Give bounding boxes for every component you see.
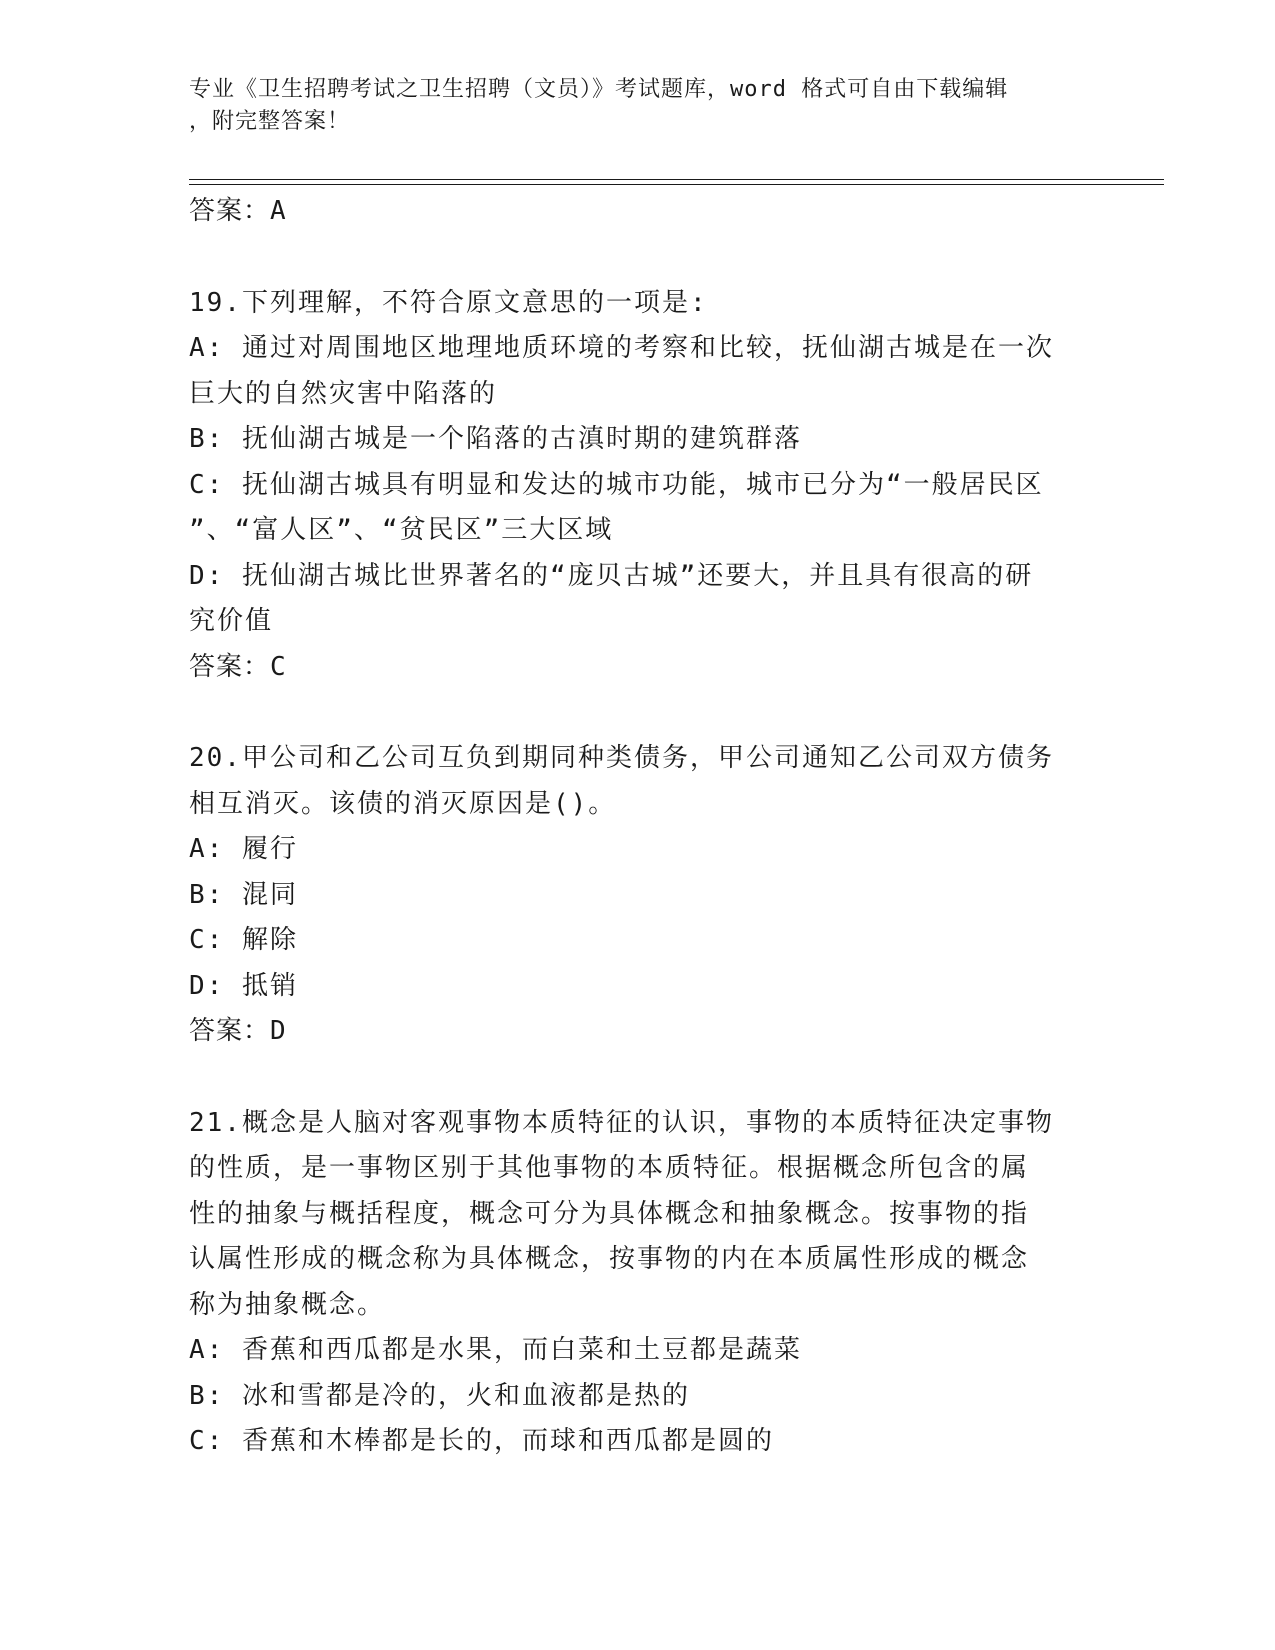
option-d: D: 抚仙湖古城比世界著名的“庞贝古城”还要大，并且具有很高的研 — [189, 560, 1034, 591]
option-d-cont: 究价值 — [189, 606, 274, 636]
option-a: A: 香蕉和西瓜都是水果，而白菜和土豆都是蔬菜 — [189, 1335, 802, 1365]
header-line-1: 专业《卫生招聘考试之卫生招聘（文员）》考试题库，word 格式可自由下载编辑 — [189, 77, 1009, 102]
spacer — [189, 690, 1089, 736]
option-a: A: 通过对周围地区地理地质环境的考察和比较，抚仙湖古城是在一次 — [189, 333, 1054, 363]
option-c: C: 解除 — [189, 925, 298, 955]
answer-line: 答案：C — [189, 651, 287, 682]
option-b: B: 混同 — [189, 879, 298, 910]
question-21 — [189, 1101, 1089, 1465]
question-stem: 20.甲公司和乙公司互负到期同种类债务，甲公司通知乙公司双方债务 — [189, 743, 1054, 773]
option-c: C: 抚仙湖古城具有明显和发达的城市功能，城市已分为“一般居民区 — [189, 469, 1044, 500]
question-19 — [189, 281, 1089, 691]
spacer — [189, 1055, 1089, 1101]
option-a: A: 履行 — [189, 834, 298, 864]
answer-line: 答案：D — [189, 1016, 287, 1046]
header-rule-top — [189, 179, 1164, 180]
option-c: C: 香蕉和木棒都是长的，而球和西瓜都是圆的 — [189, 1426, 774, 1456]
spacer — [189, 235, 1089, 281]
question-stem-cont: 相互消灭。该债的消灭原因是()。 — [189, 788, 617, 819]
question-stem-cont: 的性质，是一事物区别于其他事物的本质特征。根据概念所包含的属 — [189, 1153, 1030, 1183]
question-stem-cont: 认属性形成的概念称为具体概念，按事物的内在本质属性形成的概念 — [189, 1244, 1030, 1274]
question-list — [189, 189, 1089, 1465]
option-a-cont: 巨大的自然灾害中陷落的 — [189, 378, 498, 409]
option-b: B: 冰和雪都是冷的，火和血液都是热的 — [189, 1380, 690, 1411]
question-20 — [189, 736, 1089, 1055]
document-header — [189, 74, 1089, 138]
question-stem: 21.概念是人脑对客观事物本质特征的认识，事物的本质特征决定事物 — [189, 1107, 1054, 1138]
option-d: D: 抵销 — [189, 970, 298, 1001]
question-stem-cont: 性的抽象与概括程度，概念可分为具体概念和抽象概念。按事物的指 — [189, 1198, 1030, 1229]
header-line-2: ，附完整答案！ — [189, 109, 351, 134]
question-stem: 19.下列理解，不符合原文意思的一项是: — [189, 287, 708, 318]
option-c-cont: ”、“富人区”、“贫民区”三大区域 — [189, 515, 614, 545]
header-rule-bottom — [189, 184, 1164, 185]
option-b: B: 抚仙湖古城是一个陷落的古滇时期的建筑群落 — [189, 424, 802, 454]
question-stem-cont: 称为抽象概念。 — [189, 1289, 386, 1320]
answer-line: 答案：A — [189, 196, 287, 226]
